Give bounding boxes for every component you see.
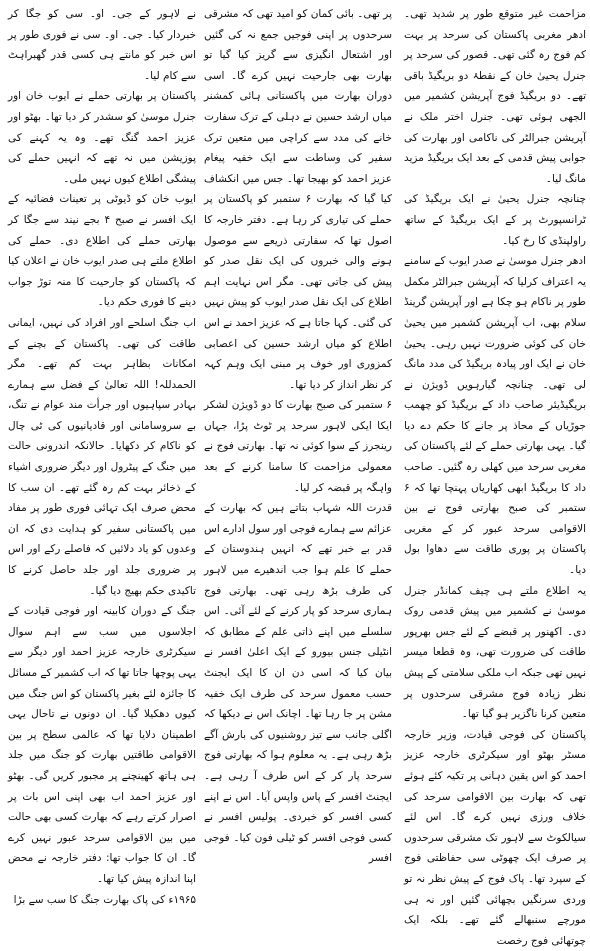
- column-paragraph: پاکستان کی فوجی قیادت، وزیر خارجہ مسٹر بھٹو اور سیکرٹری خارجہ عزیز احمد کو اس یقین دہانی پر تکیہ کئے ہوئے تھی کہ بھارت بین الاقوامی سرحد کی خلاف ورزی نہیں کرے گا۔ اس لئے سیالکوٹ سے لاہور تک مشرقی سرحدوں پر صرف ایک چھوٹی سی حفاظتی فوج کے سپرد تھا۔ پاک فوج کے پیش نظر نہ تو وردی سرنگیں بچھائی گئیں اور نہ ہی مورچے سنبھالے گئے تھے۔ بلکہ ایک چوتھائی فوج رخصت: [404, 728, 586, 947]
- column-paragraph: قدرت اللہ شہاب بتاتے ہیں کہ بھارت کے عزائم سے ہمارے فوجی اور سول ادارے اس قدر بے خبر تھے کہ انہیں ہندوستان کے حملے کا علم ہوا جب اندھیرے میں لاہور کی طرف بڑھ رہی تھی۔ بھارتی فوج ہماری سرحد کو پار کرنے کے لئے آئی۔ اس سلسلے میں اپنے ذاتی علم کے مطابق کہ انٹیلی جنس بیورو کے ایک اعلیٰ افسر نے بیان کیا کہ اسی دن ان کا ایک ایجنٹ حسب معمول سرحد کی طرف ایک خفیہ مشن پر جا رہا تھا۔ اچانک اس نے دیکھا کہ اگلی جانب سے تیز روشنیوں کی بارش آگے بڑھ رہی ہے۔ یہ معلوم ہوا کہ بھارتی فوج سرحد پار کر کے اس طرف آ رہی ہے۔ ایجنٹ افسر کے پاس واپس آیا۔ اس نے اپنے کسی افسر کو خبردی۔ پولیس افسر نے کسی فوجی افسر کو ٹیلی فون کیا۔ فوجی افسر: [204, 502, 392, 865]
- column-paragraph: اب جنگ اسلحے اور افراد کی نہیں، ایمانی طاقت کی تھی۔ پاکستان کے بچنے کے امکانات بظاہر بہت کم تھے۔ مگر الحمدللہ! اللہ تعالیٰ کے فضل سے ہمارے بہادر سپاہیوں اور جرأت مند عوام نے تنگ، بے سروسامانی اور قادیانیوں کی ٹی چال کو ناکام کر دکھایا۔ حالانکہ اندرونی حالت میں جنگ کے پیٹرول اور دیگر ضروری اشیاء کے ذخائر بہت کم رہ گئے تھے۔ ان سب کا محض صرف ایک تہائی فوری طور پر مفاد میں پاکستانی سفیر کو ہدایت دی کہ ان وعدوں کو یاد دلائیں کہ فاصلے رکے اور اس پر ضروری جلد اور جلد حاصل کرنے کا تاکیدی حکم بھیج دیا گیا۔: [8, 316, 196, 597]
- text-column-middle: [204, 4, 392, 865]
- column-paragraph: ۱۹۶۵ء کی پاک بھارت جنگ کا سب سے بڑا: [13, 893, 196, 906]
- column-paragraph: ایوب خان کو ڈیوٹی پر تعینات فضائیہ کے ایک افسر نے صبح ۴ بجے نیند سے جگا کر بھارتی حملے کی اطلاع دی۔ حملے کی اطلاع ملتے ہی صدر ایوب خان نے اعلان کیا کہ پاکستان کو جارحیت کا منہ توڑ جواب دینے کا فوری حکم دیا۔: [8, 193, 197, 309]
- column-paragraph: ادھر جنرل موسیٰ نے صدر ایوب کے سامنے یہ اعتراف کرلیا کہ آپریشن جبرالٹر مکمل طور پر ناکام ہو چکا ہے اور آپریشن گرینڈ سلام بھی، اب آپریشن کشمیر میں یحییٰ خان کی کوئی ضرورت نہیں رہی۔ یحییٰ خان نے ایک اور پیادہ بریگیڈ کی مدد مانگ لی تھی۔ چنانچہ گیارہویں ڈویژن نے بریگیڈیئر صاحب داد کے بریگیڈ کو چھمب جوڑیاں کے محاذ پر جانے کا حکم دے دیا گیا۔ یہی بھارتی حملے کے لئے پاکستان کی مغربی سرحد میں کھلی رہ گئیں۔ صاحب داد کا بریگیڈ ابھی کھاریاں پہنچا تھا کہ ۶ ستمبر کی صبح بھارتی فوج نے بین الاقوامی سرحد عبور کر کے مغربی پاکستان پر پوری طاقت سے دھاوا بول دیا۔: [404, 255, 586, 577]
- column-paragraph: پاکستان پر بھارتی حملے نے ایوب خان اور جنرل موسیٰ کو سشدر کر دیا تھا۔ بھٹو اور عزیز احمد گنگ تھے۔ وہ یہ کہنے کی پوزیشن میں نہ تھے کہ انہیں حملے کی پیشگی اطلاع کیوں نہیں ملی۔: [8, 90, 196, 185]
- column-paragraph: پر تھی۔ بائی کمان کو امید تھی کہ مشرقی سرحدوں پر اپنی فوجیں جمع نہ کی گئیں اور اشتعال انگیزی سے گریز کیا گیا تو بھارت بھی جارحیت نہیں کرے گا۔ اسی دوران بھارت میں پاکستانی ہائی کمشنر میاں ارشد حسین نے دہلی کے ترک سفارت خانے کی مدد سے کراچی میں متعین ترک سفیر کی وساطت سے ایک خفیہ پیغام عزیز احمد کو بھیجا تھا۔ جس میں انکشاف کیا گیا کہ بھارت ۶ ستمبر کو پاکستان پر حملے کی تیاری کر رہا ہے۔ دفتر خارجہ کا اصول تھا کہ سفارتی ذریعے سے موصول ہونے والی خبروں کی ایک نقل صدر کو پیش کی جاتی تھی۔ مگر اس نہایت اہم اطلاع کی ایک نقل صدر ایوب کو پیش نہیں کی گئی۔ کہا جاتا ہے کہ عزیز احمد نے اس اطلاع کو میاں ارشد حسین کی اعصابی کمزوری اور خوف پر مبنی ایک وہم کہہ کر نظر انداز کر دیا تھا۔: [204, 8, 392, 391]
- text-column-left: [8, 4, 197, 906]
- text-column-right: [404, 4, 586, 947]
- column-paragraph: ۶ ستمبر کی صبح بھارت کا دو ڈویژن لشکر ایکا ایکی لاہور سرحد پر ٹوٹ پڑا، جہاں رینجرز کے سوا کوئی نہ تھا۔ بھارتی فوج نے معمولی مزاحمت کا سامنا کرنے کے بعد واہگہ پر قبضہ کر لیا۔: [204, 399, 392, 494]
- column-paragraph: مزاحمت غیر متوقع طور پر شدید تھی۔ ادھر مغربی پاکستان کی سرحد پر بہت کم فوج رہ گئی تھی۔ قصور کی سرحد پر جنرل یحییٰ خان کے نقطۂ دو بریگیڈ باقی تھے۔ دو بریگیڈ فوج آپریشن کشمیر میں الجھی ہوئی تھی۔ جنرل اختر ملک نے آپریشن جبرالٹر کی ناکامی اور بھارت کی جوابی پیش قدمی کے بعد ایک بریگیڈ مزید مانگ لیا۔: [404, 8, 586, 185]
- column-paragraph: نے لاہور کے جی۔ او۔ سی کو جگا کر خبردار کیا۔ جی۔ او۔ سی نے فوری طور پر اس خبر کو مانتے ہی کسی قدر گھبراہٹ سے کام لیا۔: [8, 8, 196, 82]
- column-paragraph: چنانچہ جنرل یحییٰ نے ایک بریگیڈ کی ٹرانسپورٹ پر کے ایک بریگیڈ کے ساتھ راولپنڈی کا رخ کیا۔: [404, 193, 586, 247]
- column-paragraph: یہ اطلاع ملتے ہی چیف کمانڈر جنرل موسیٰ نے کشمیر میں پیش قدمی روک دی۔ اکھنور پر قبضے کے لئے جس بھرپور طاقت کی ضرورت تھی، وہ قطعا میسر نہیں تھی جبکہ اب ملکی سلامتی کے پیش نظر زیادہ فوج مشرقی سرحدوں پر متعین کرنا ناگزیر ہو گیا تھا۔: [404, 584, 586, 721]
- column-paragraph: جنگ کے دوران کابینہ اور فوجی قیادت کے اجلاسوں میں سب سے اہم سوال سیکرٹری خارجہ عزیز احمد اور دیگر سے یہی پوچھا جاتا تھا کہ اب کشمیر کے مسائل کا جائزہ لئے بغیر پاکستان کو اس جنگ میں کیوں دھکیلا گیا۔ ان دونوں نے تاحال یہی اطمینان دلایا تھا کہ عالمی سطح پر بین الاقوامی طاقتیں بھارت کو جنگ میں جلد ہی ہاتھ کھینچنے پر مجبور کریں گی۔ بھٹو اور عزیز احمد اب بھی اپنی اس بات پر اصرار کرتے رہے کہ بھارت کسی بھی حالت میں بین الاقوامی سرحد عبور نہیں کرے گا۔ ان کا جواب تھا: دفتر خارجہ نے محض اپنا اندازہ پیش کیا تھا۔: [8, 605, 196, 885]
